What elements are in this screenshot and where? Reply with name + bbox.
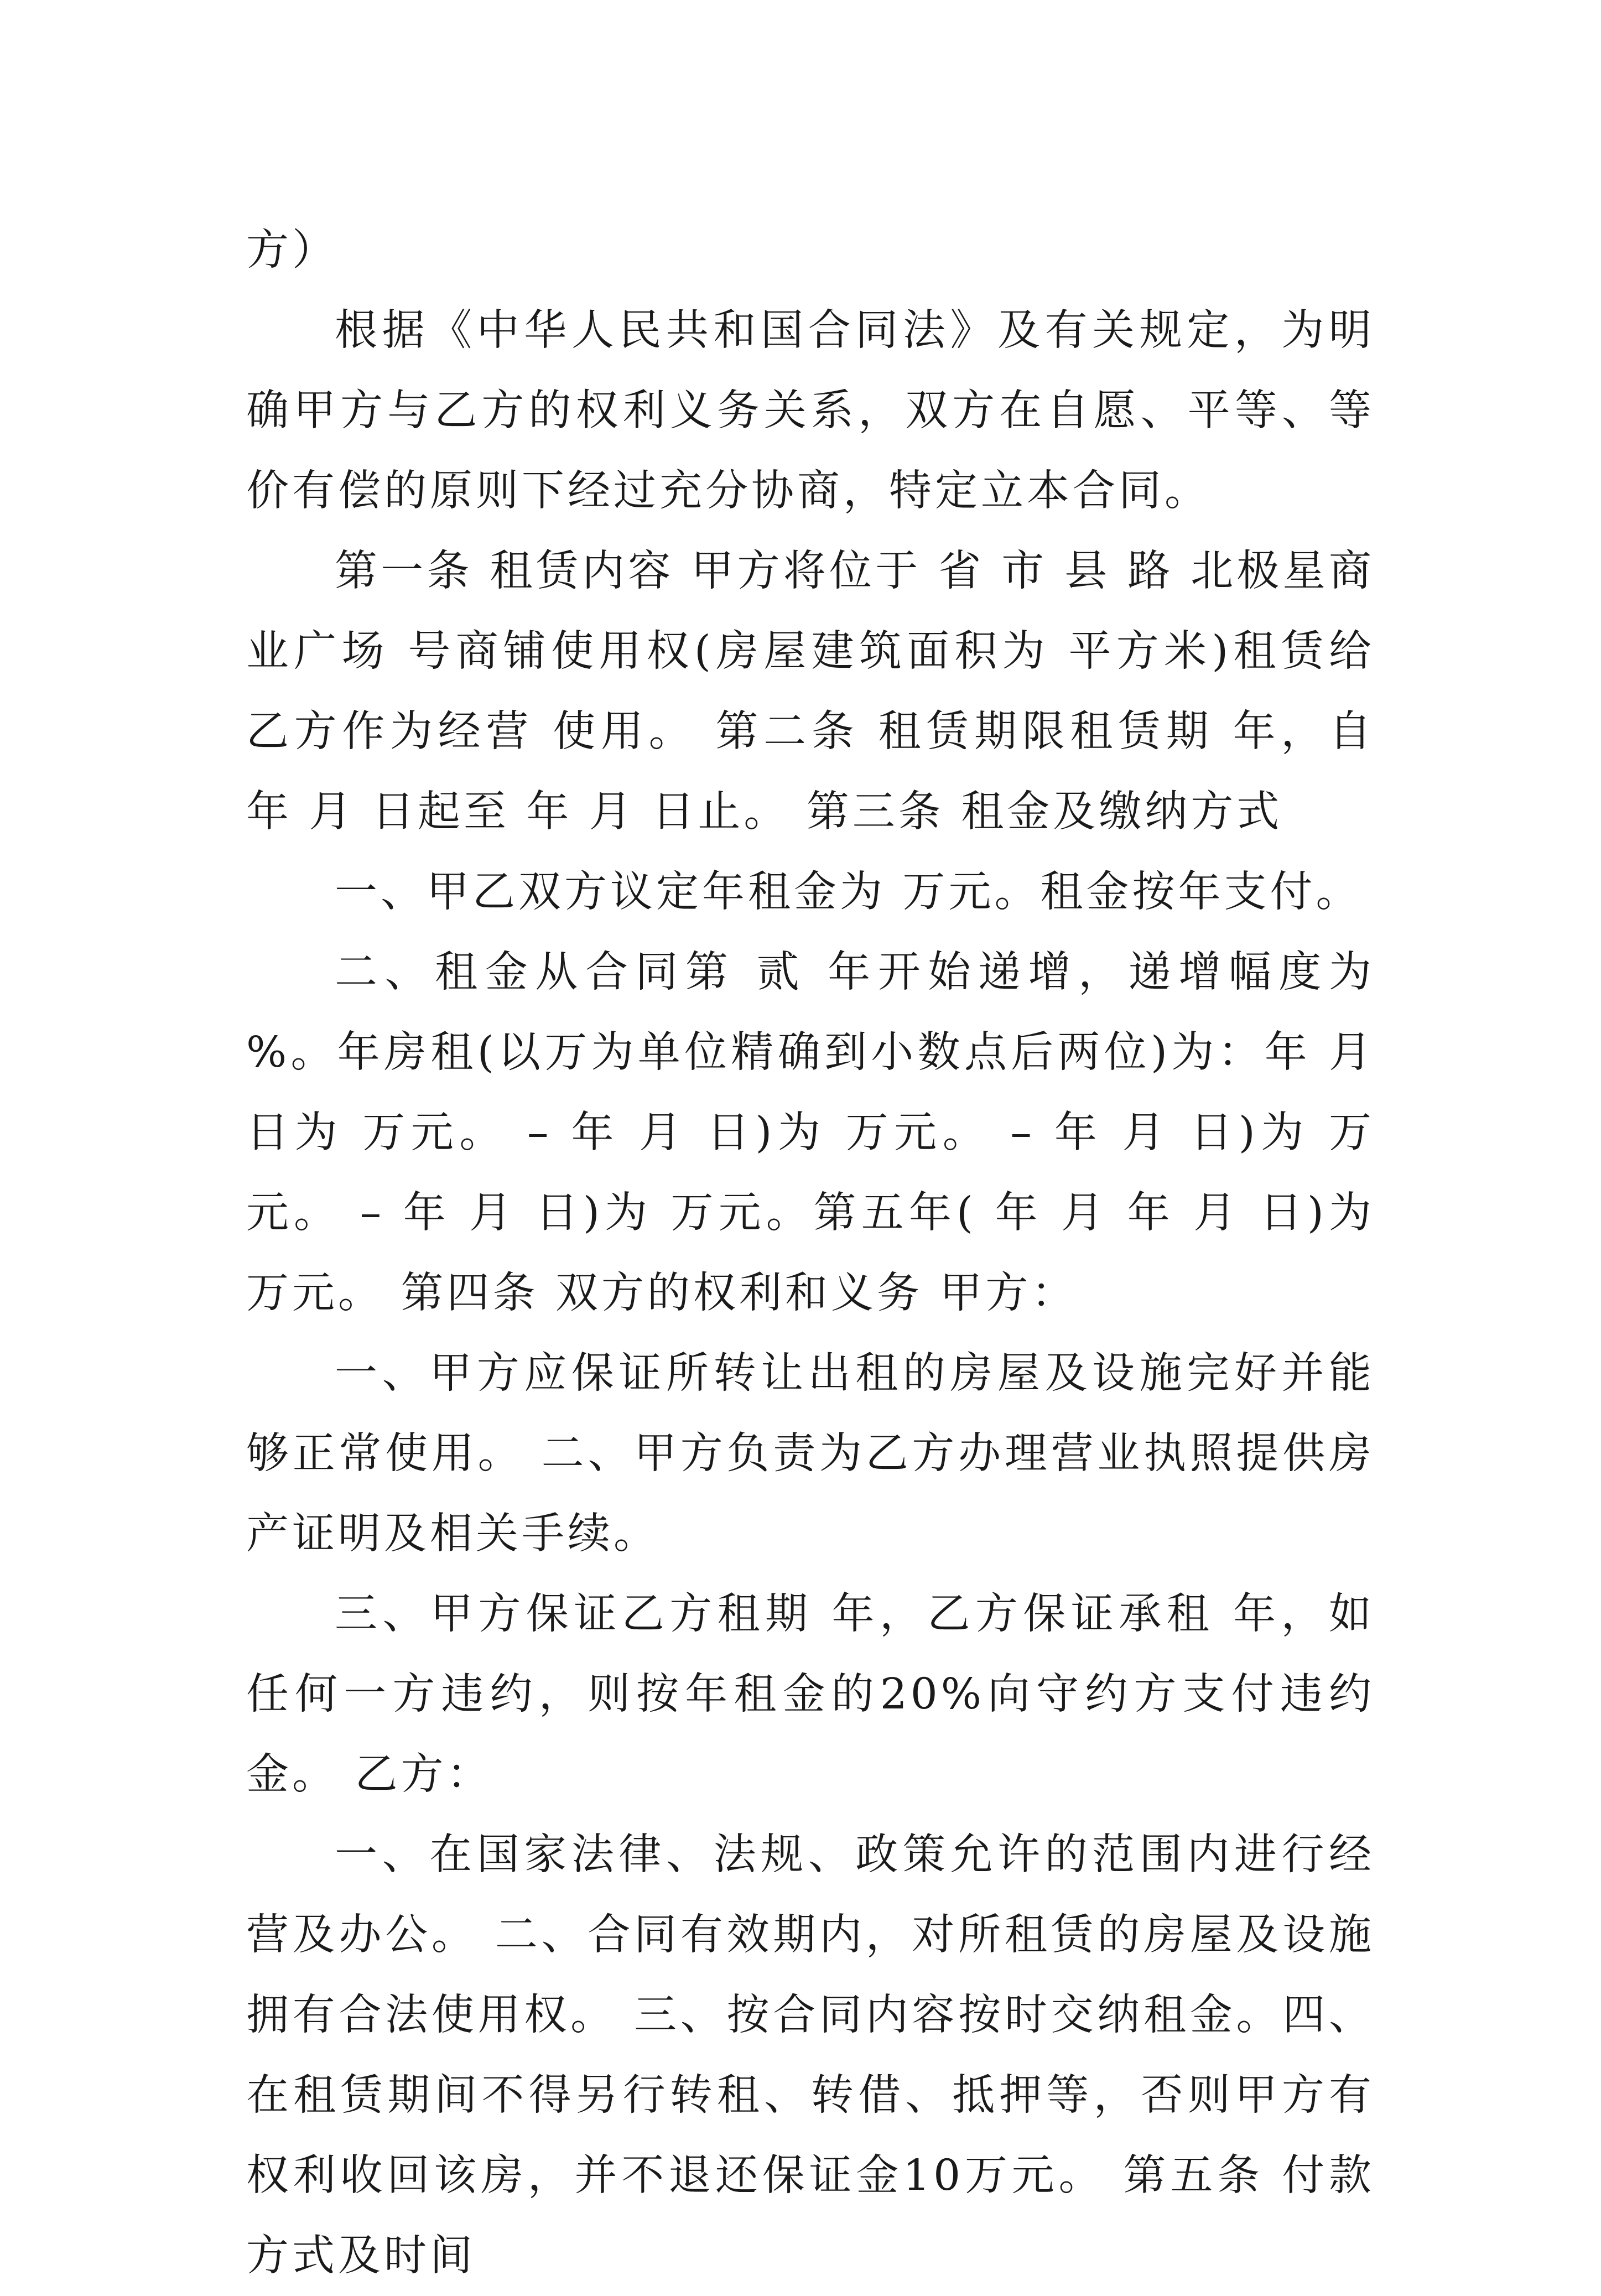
contract-body bbox=[246, 210, 1375, 2296]
paragraph-rent-increase: 二、租金从合同第 贰 年开始递增，递增幅度为 %。年房租(以万为单位精确到小数点后两位)为：年 月 日为 万元。 – 年 月 日)为 万元。 – 年 月 日)为 万元。 – 年 月 日)为 万元。第五年( 年 月 年 月 日)为 万元。 第四条 双方的权利和义务 甲方： bbox=[246, 948, 1375, 1318]
paragraph-continuation: 方） bbox=[246, 226, 338, 275]
paragraph-article-1-3: 第一条 租赁内容 甲方将位于 省 市 县 路 北极星商业广场 号商铺使用权(房屋建筑面积为 平方米)租赁给乙方作为经营 使用。 第二条 租赁期限租赁期 年，自 年 月 日起至 年 月 日止。 第三条 租金及缴纳方式 bbox=[246, 547, 1375, 837]
paragraph-rent-amount: 一、甲乙双方议定年租金为 万元。租金按年支付。 bbox=[335, 868, 1362, 917]
paragraph-party-a-duty-3: 三、甲方保证乙方租期 年，乙方保证承租 年，如任何一方违约，则按年租金的20%向守约方支付违约金。 乙方： bbox=[246, 1589, 1375, 1799]
paragraph-party-b-duties: 一、在国家法律、法规、政策允许的范围内进行经营及办公。 二、合同有效期内，对所租赁的房屋及设施拥有合法使用权。 三、按合同内容按时交纳租金。四、在租赁期间不得另行转租、转借、抵押等，否则甲方有权利收回该房，并不退还保证金10万元。 第五条 付款方式及时间 bbox=[246, 1830, 1375, 2281]
paragraph-party-a-duties-1-2: 一、甲方应保证所转让出租的房屋及设施完好并能够正常使用。 二、甲方负责为乙方办理营业执照提供房产证明及相关手续。 bbox=[246, 1349, 1375, 1559]
paragraph-preamble: 根据《中华人民共和国合同法》及有关规定，为明确甲方与乙方的权利义务关系，双方在自愿、平等、等价有偿的原则下经过充分协商，特定立本合同。 bbox=[246, 306, 1375, 516]
